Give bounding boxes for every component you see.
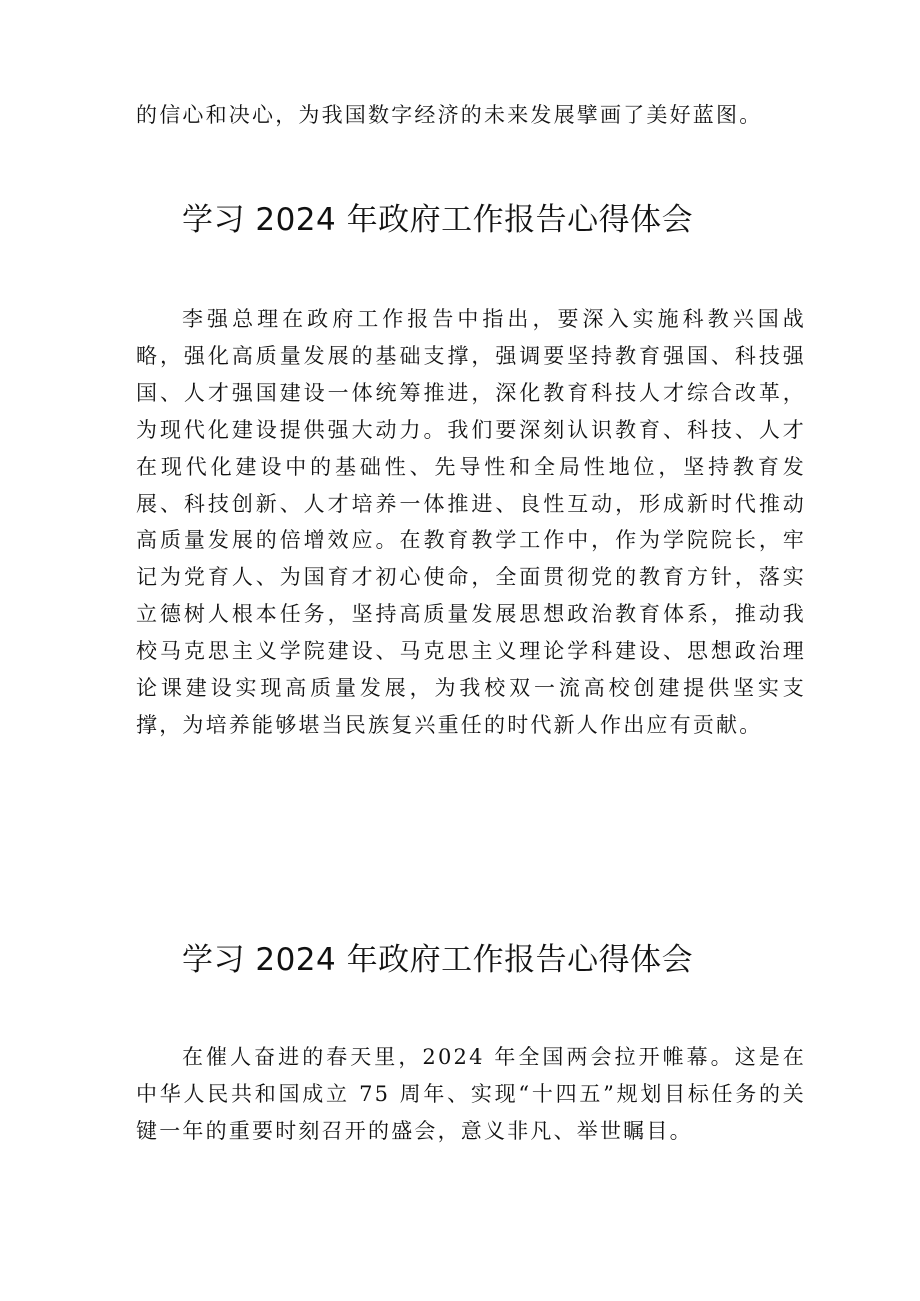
section-title-1: 学习 2024 年政府工作报告心得体会 (182, 202, 694, 238)
paragraph-continuation: 的信心和决心，为我国数字经济的未来发展擘画了美好蓝图。 (136, 103, 763, 127)
section-body-2: 在催人奋进的春天里，2024 年全国两会拉开帷幕。这是在中华人民共和国成立 75 周年、实现“十四五”规划目标任务的关键一年的重要时刻召开的盛会，意义非凡、举世瞩目。 (136, 1045, 806, 1143)
section-body-1: 李强总理在政府工作报告中指出，要深入实施科教兴国战略，强化高质量发展的基础支撑，强调要坚持教育强国、科技强国、人才强国建设一体统筹推进，深化教育科技人才综合改革，为现代化建设提供强大动力。我们要深刻认识教育、科技、人才在现代化建设中的基础性、先导性和全局性地位，坚持教育发展、科技创新、人才培养一体推进、良性互动，形成新时代推动高质量发展的倍增效应。在教育教学工作中，作为学院院长，牢记为党育人、为国育才初心使命，全面贯彻党的教育方针，落实立德树人根本任务，坚持高质量发展思想政治教育体系，推动我校马克思主义学院建设、马克思主义理论学科建设、思想政治理论课建设实现高质量发展，为我校双一流高校创建提供坚实支撑，为培养能够堪当民族复兴重任的时代新人作出应有贡献。 (136, 307, 806, 737)
section-title-2: 学习 2024 年政府工作报告心得体会 (182, 942, 694, 978)
